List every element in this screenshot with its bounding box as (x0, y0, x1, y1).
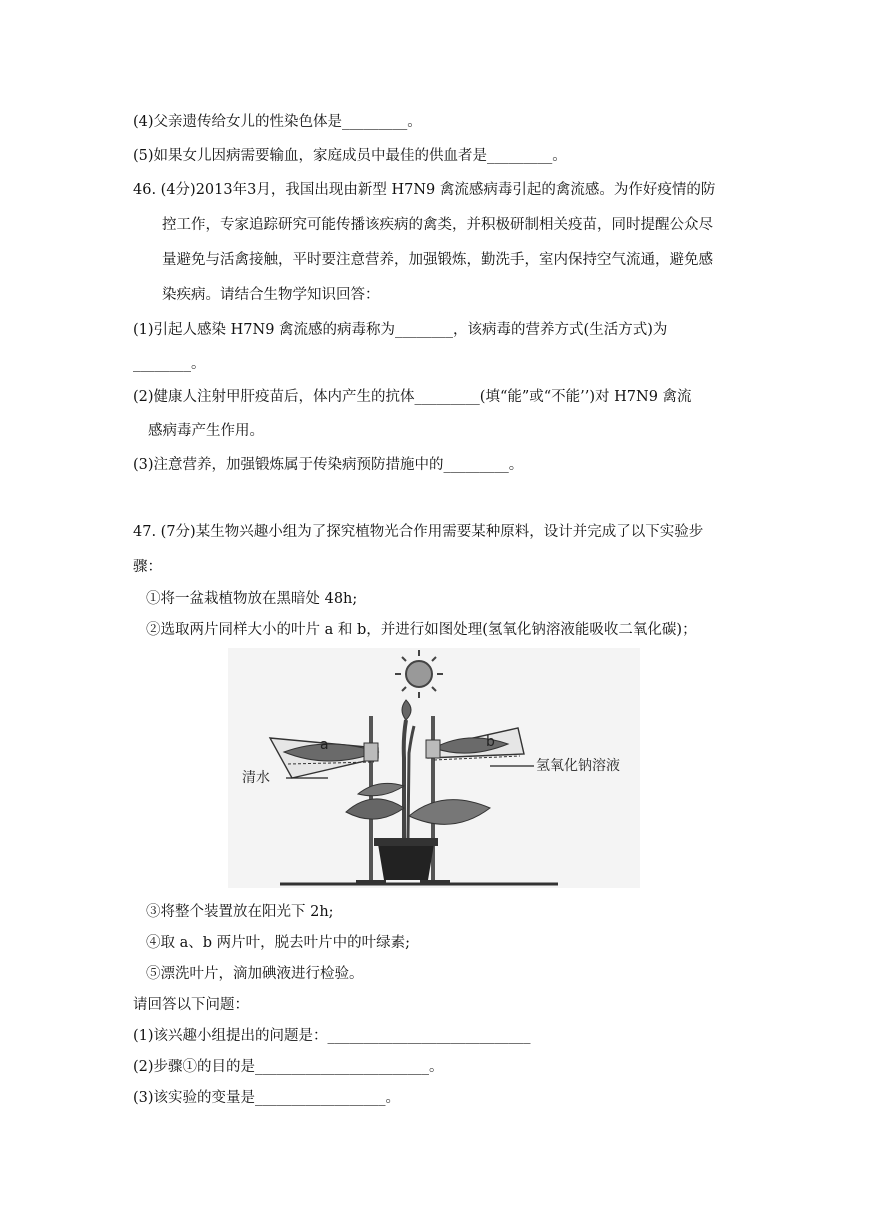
question-46-stem-line2: 控工作，专家追踪研究可能传播该疾病的禽类，并积极研制相关疫苗，同时提醒公众尽 (162, 217, 713, 233)
experiment-figure (228, 648, 640, 888)
question-47-2: (2)步骤①的目的是________________________。 (133, 1059, 444, 1075)
question-46-2: (2)健康人注射甲肝疫苗后，体内产生的抗体_________(填“能”或“不能’’)对 H7N9 禽流 (133, 389, 692, 405)
label-leaf-b: b (486, 734, 495, 750)
label-leaf-a: a (320, 737, 329, 753)
question-47-step1: ①将一盆栽植物放在黑暗处 48h; (146, 591, 358, 607)
question-47-prompt: 请回答以下问题： (133, 997, 249, 1013)
label-water: 清水 (242, 770, 270, 786)
question-45-5: (5)如果女儿因病需要输血，家庭成员中最佳的供血者是_________。 (133, 148, 567, 164)
question-47-step2: ②选取两片同样大小的叶片 a 和 b，并进行如图处理(氢氧化钠溶液能吸收二氧化碳)； (146, 622, 697, 638)
question-47-step5: ⑤漂洗叶片，滴加碘液进行检验。 (146, 966, 364, 982)
question-46-1: (1)引起人感染 H7N9 禽流感的病毒称为________，该病毒的营养方式(生活方式)为 (133, 322, 668, 338)
question-46-3: (3)注意营养，加强锻炼属于传染病预防措施中的_________。 (133, 457, 524, 473)
plant-apparatus-illustration (228, 648, 640, 888)
question-46-stem-line3: 量避免与活禽接触，平时要注意营养，加强锻炼，勤洗手，室内保持空气流通，避免感 (162, 252, 713, 268)
question-46-2-cont: 感病毒产生作用。 (148, 423, 264, 439)
question-46-1-cont: ________。 (133, 356, 206, 372)
label-naoh-solution: 氢氧化钠溶液 (536, 758, 620, 774)
question-45-4: (4)父亲遗传给女儿的性染色体是_________。 (133, 114, 422, 130)
question-46-stem-line1: 46. (4分)2013年3月，我国出现由新型 H7N9 禽流感病毒引起的禽流感。为作好疫情的防 (133, 182, 716, 198)
question-47-step3: ③将整个装置放在阳光下 2h; (146, 904, 334, 920)
question-47-stem-line2: 骤： (133, 559, 162, 575)
question-47-3: (3)该实验的变量是__________________。 (133, 1090, 401, 1106)
question-47-stem-line1: 47. (7分)某生物兴趣小组为了探究植物光合作用需要某种原料，设计并完成了以下实验步 (133, 524, 704, 540)
question-46-stem-line4: 染疾病。请结合生物学知识回答： (162, 287, 380, 303)
question-47-step4: ④取 a、b 两片叶，脱去叶片中的叶绿素; (146, 935, 411, 951)
question-47-1: (1)该兴趣小组提出的问题是：____________________________ (133, 1028, 531, 1044)
